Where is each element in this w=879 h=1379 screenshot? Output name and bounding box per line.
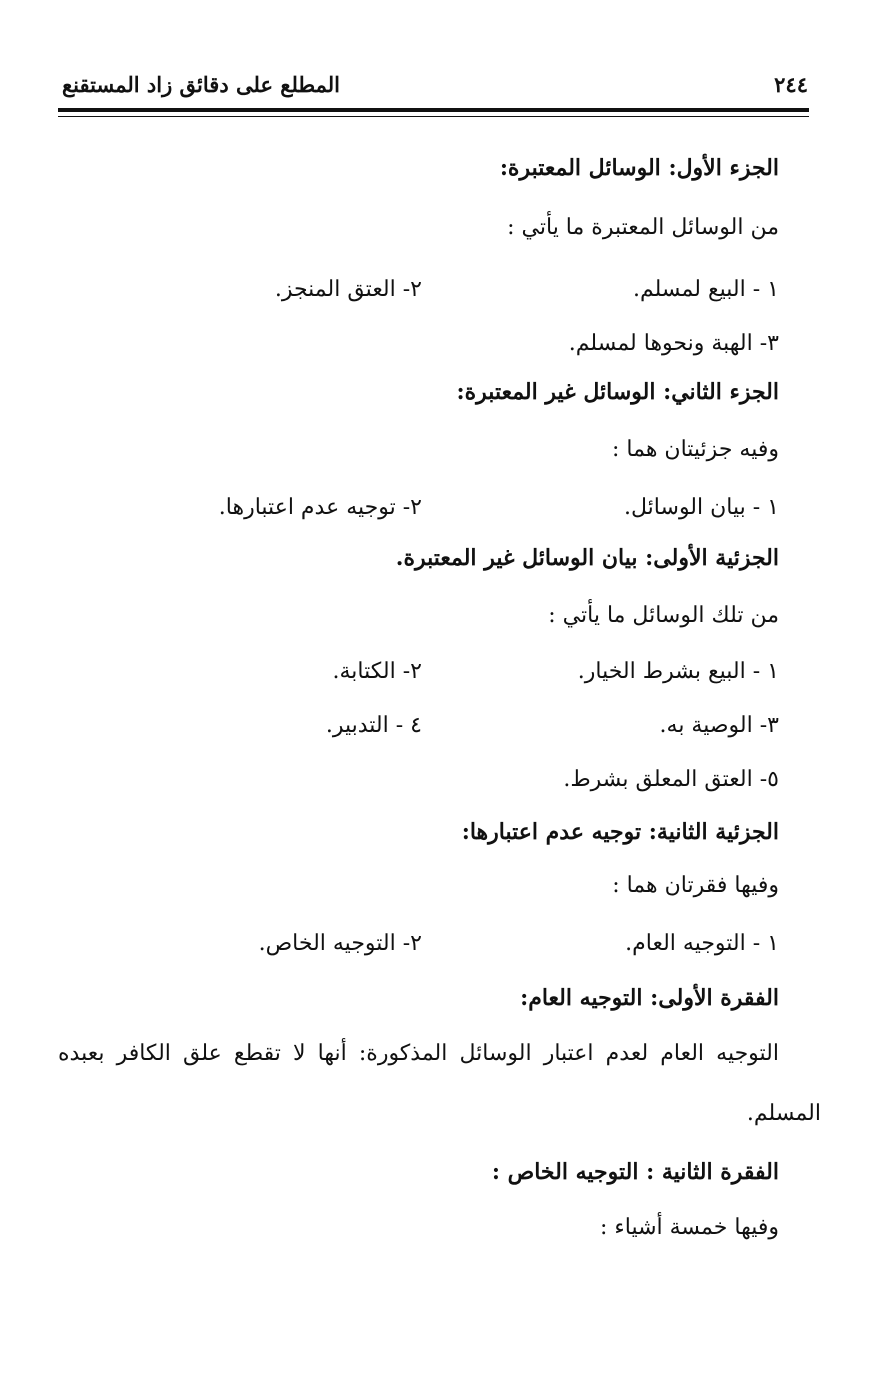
section-heading: الجزئية الأولى: بيان الوسائل غير المعتبرة. — [395, 545, 779, 571]
page-number: ٢٤٤ — [774, 72, 808, 97]
list-item: ٢- الكتابة. — [332, 659, 422, 684]
paragraph: وفيها فقرتان هما : — [612, 873, 779, 898]
section-heading: الجزء الثاني: الوسائل غير المعتبرة: — [456, 379, 779, 405]
paragraph: وفيها خمسة أشياء : — [600, 1215, 779, 1240]
list-item: ٥- العتق المعلق بشرط. — [563, 767, 779, 792]
section-heading: الجزئية الثانية: توجيه عدم اعتبارها: — [461, 819, 779, 845]
list-item: ٣- الوصية به. — [659, 713, 779, 738]
paragraph-line: التوجيه العام لعدم اعتبار الوسائل المذكورة: أنها لا تقطع علق الكافر بعبده — [58, 1041, 779, 1066]
header-rule-thick — [58, 108, 809, 112]
paragraph: من الوسائل المعتبرة ما يأتي : — [507, 215, 779, 240]
list-item: ٢- توجيه عدم اعتبارها. — [218, 495, 422, 520]
list-item: ١ - بيان الوسائل. — [624, 495, 779, 520]
section-heading: الجزء الأول: الوسائل المعتبرة: — [499, 155, 779, 181]
paragraph: من تلك الوسائل ما يأتي : — [548, 603, 779, 628]
list-item: ١ - البيع بشرط الخيار. — [577, 659, 779, 684]
section-heading: الفقرة الأولى: التوجيه العام: — [520, 985, 779, 1011]
list-item: ٢- التوجيه الخاص. — [258, 931, 422, 956]
header-rule-thin — [58, 116, 809, 117]
list-item: ٣- الهبة ونحوها لمسلم. — [568, 331, 779, 356]
list-item: ١ - التوجيه العام. — [625, 931, 779, 956]
list-item: ٢- العتق المنجز. — [274, 277, 422, 302]
list-item: ٤ - التدبير. — [325, 713, 422, 738]
list-item: ١ - البيع لمسلم. — [632, 277, 779, 302]
section-heading: الفقرة الثانية : التوجيه الخاص : — [491, 1159, 779, 1185]
paragraph-line: المسلم. — [746, 1101, 821, 1126]
running-title: المطلع على دقائق زاد المستقنع — [62, 72, 341, 97]
page-header — [58, 68, 808, 108]
paragraph: وفيه جزئيتان هما : — [612, 437, 779, 462]
